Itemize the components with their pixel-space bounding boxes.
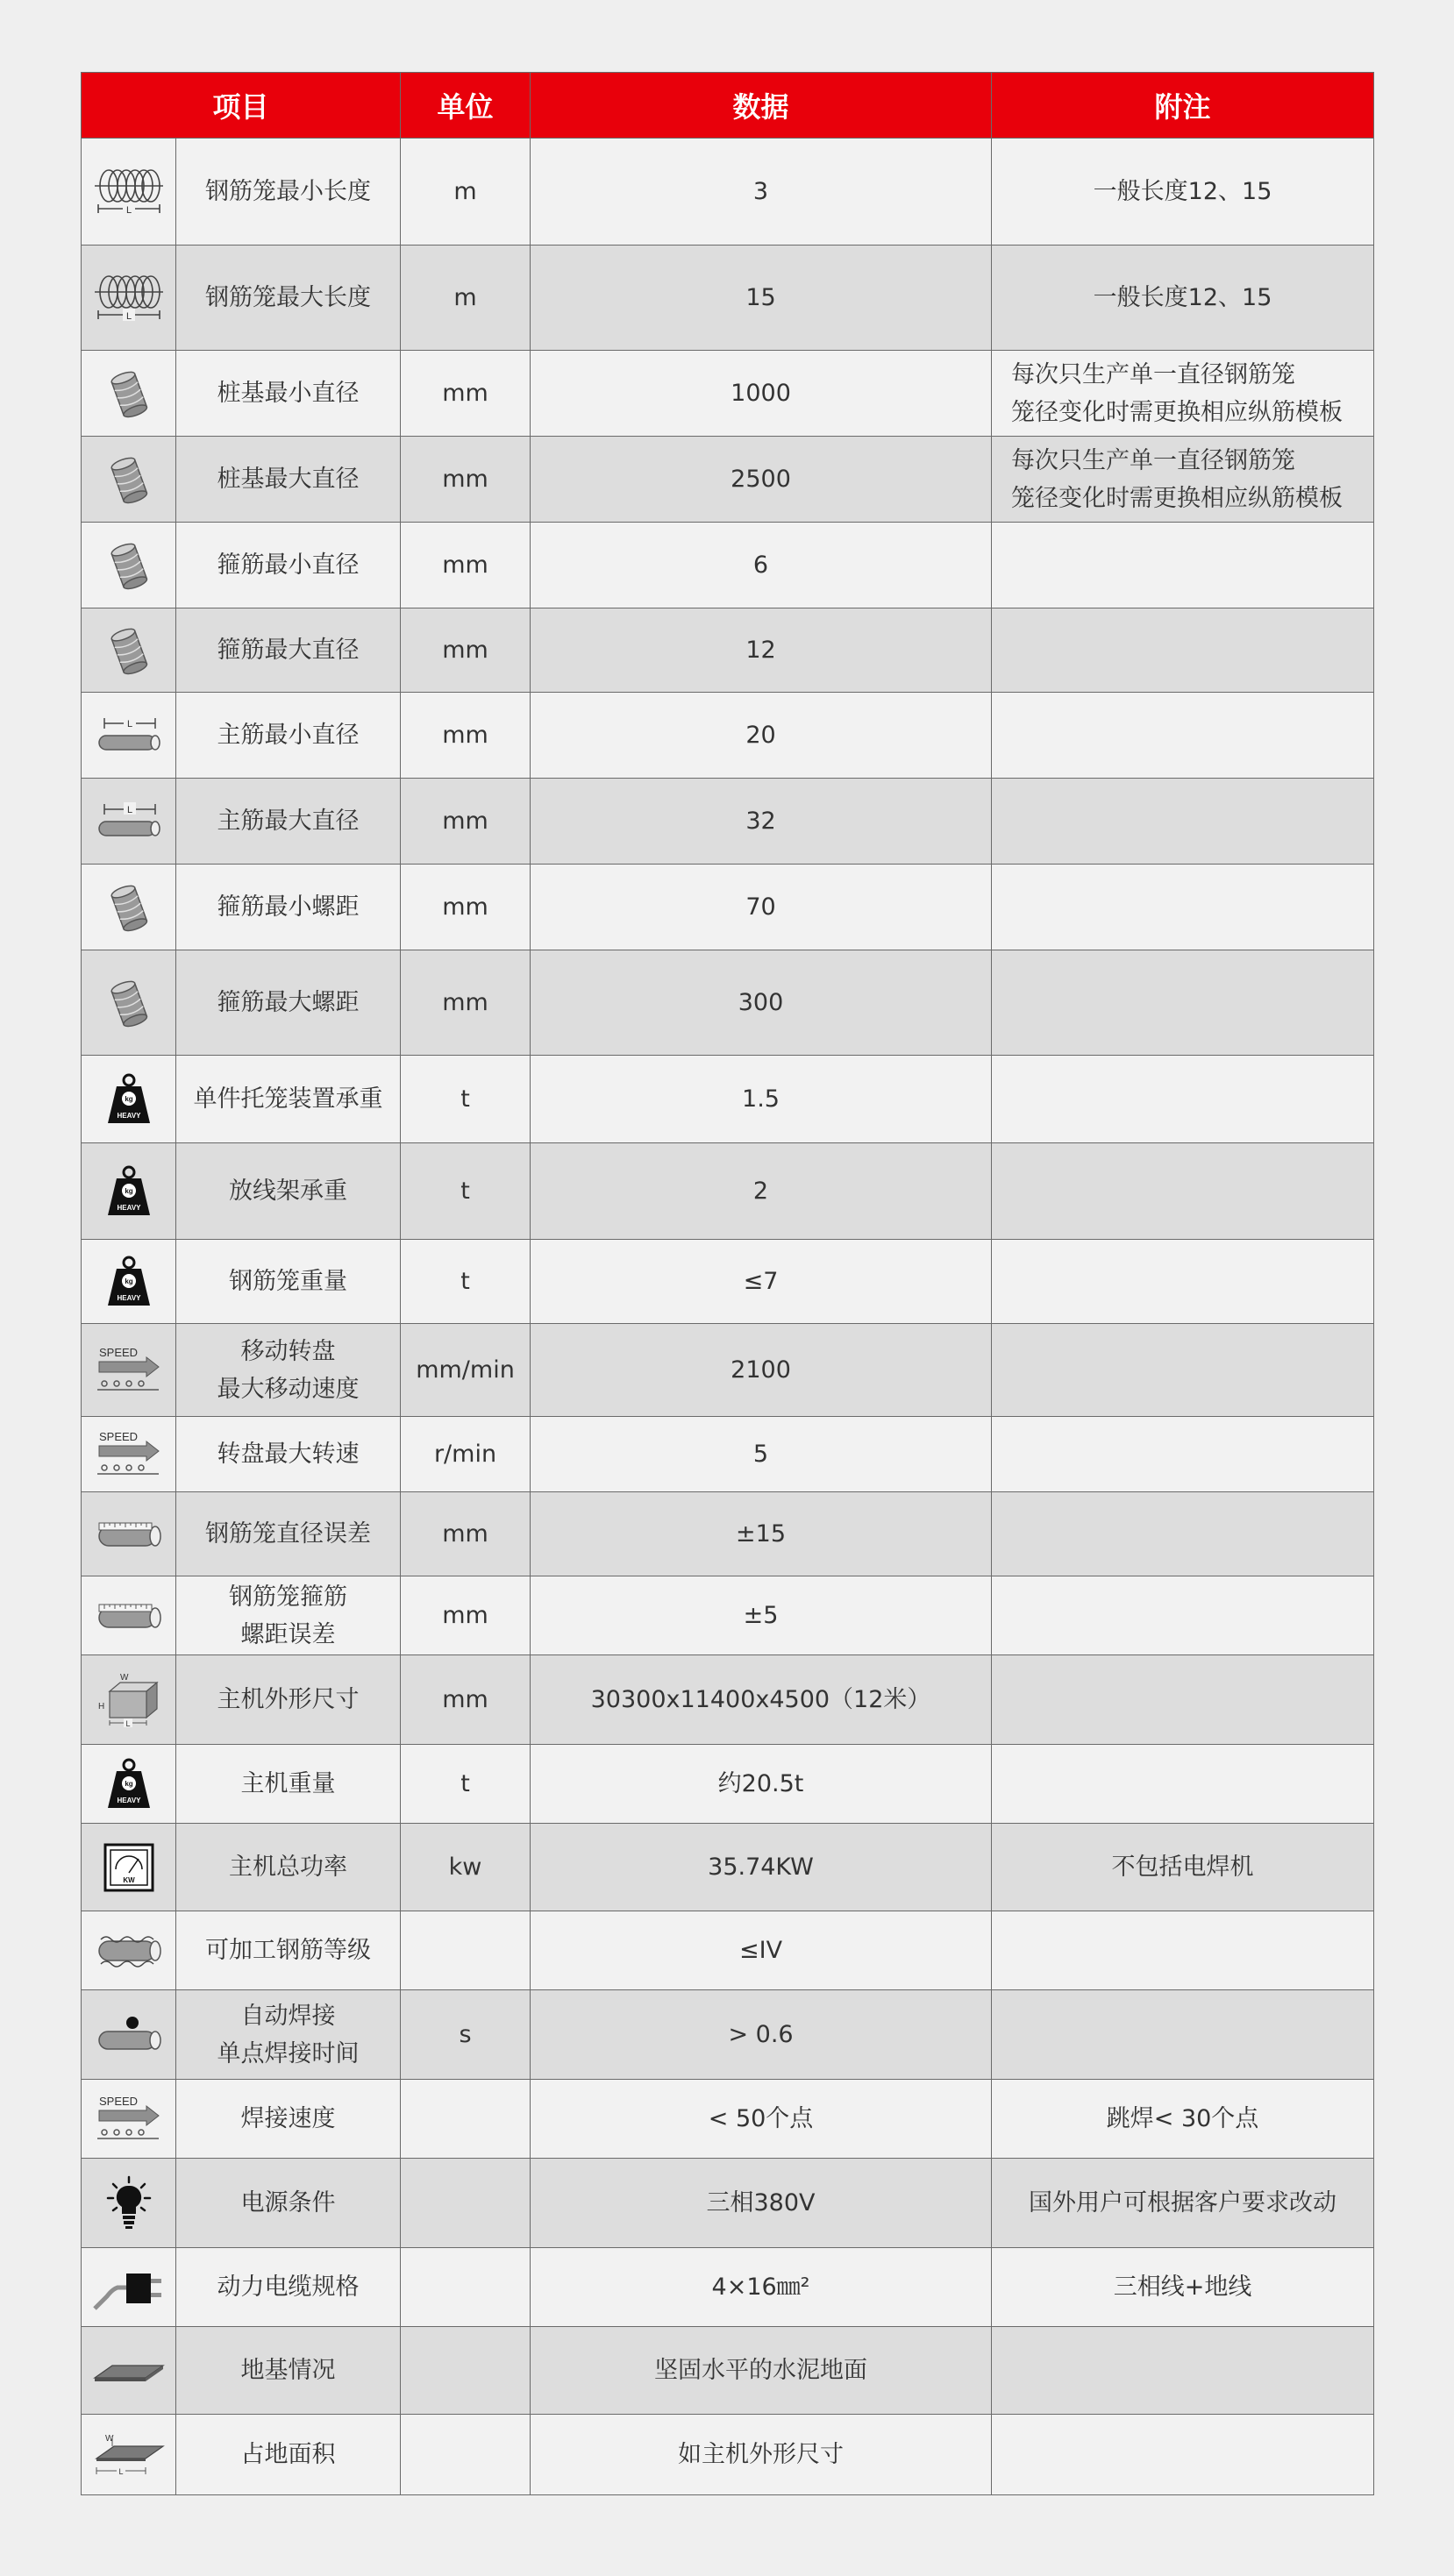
svg-text:SPEED: SPEED bbox=[98, 2094, 138, 2108]
item-unit: m bbox=[401, 246, 531, 351]
item-name-line: 主机总功率 bbox=[229, 1854, 347, 1881]
item-name-line: 钢筋笼重量 bbox=[229, 1268, 347, 1295]
item-note bbox=[992, 2415, 1374, 2495]
item-note-line: 每次只生产单一直径钢筋笼 bbox=[1011, 446, 1296, 474]
item-name-line: 桩基最小直径 bbox=[217, 380, 360, 407]
row-icon-cell bbox=[82, 2159, 176, 2248]
item-note bbox=[992, 1824, 1374, 1911]
item-value: 1.5 bbox=[531, 1056, 992, 1143]
table-row bbox=[82, 779, 1374, 865]
item-value: 30300x11400x4500（12米） bbox=[531, 1655, 992, 1745]
item-note bbox=[992, 2080, 1374, 2159]
svg-text:kg: kg bbox=[124, 1779, 133, 1788]
header-item: 项目 bbox=[82, 73, 401, 139]
item-name bbox=[176, 2248, 401, 2327]
item-name-line: 最大移动速度 bbox=[217, 1375, 360, 1403]
svg-text:L: L bbox=[118, 2466, 124, 2476]
item-unit: mm bbox=[401, 437, 531, 523]
item-note-line: 一般长度12、15 bbox=[1093, 284, 1272, 311]
row-icon-cell bbox=[82, 693, 176, 779]
row-icon-cell bbox=[82, 1824, 176, 1911]
item-unit: mm bbox=[401, 1492, 531, 1576]
item-note bbox=[992, 1324, 1374, 1417]
row-icon-cell bbox=[82, 1655, 176, 1745]
item-name-line: 地基情况 bbox=[240, 2357, 336, 2384]
item-name bbox=[176, 2159, 401, 2248]
item-note-line: 每次只生产单一直径钢筋笼 bbox=[1011, 360, 1296, 388]
table-row bbox=[82, 523, 1374, 608]
svg-text:kg: kg bbox=[124, 1186, 133, 1195]
item-value: 2 bbox=[531, 1143, 992, 1240]
item-value: 2100 bbox=[531, 1324, 992, 1417]
item-value: 如主机外形尺寸 bbox=[531, 2415, 992, 2495]
item-note-line: 国外用户可根据客户要求改动 bbox=[1029, 2189, 1337, 2217]
heavy-weight-icon bbox=[104, 1072, 153, 1127]
item-note-line: 一般长度12、15 bbox=[1093, 178, 1272, 205]
bar-length-icon bbox=[94, 799, 164, 844]
table-row bbox=[82, 1324, 1374, 1417]
item-unit: t bbox=[401, 1745, 531, 1824]
item-unit: mm bbox=[401, 950, 531, 1056]
row-icon-cell bbox=[82, 2248, 176, 2327]
item-name-line: 主机重量 bbox=[240, 1770, 336, 1797]
item-name-line: 移动转盘 bbox=[240, 1337, 336, 1365]
speed-icon bbox=[94, 1344, 164, 1397]
item-note-line: 不包括电焊机 bbox=[1111, 1854, 1254, 1881]
item-name bbox=[176, 1324, 401, 1417]
row-icon-cell bbox=[82, 1576, 176, 1655]
ground-plate-icon bbox=[89, 2353, 168, 2388]
item-name-line: 钢筋笼最大长度 bbox=[205, 284, 371, 311]
item-note bbox=[992, 139, 1374, 246]
item-name-line: 放线架承重 bbox=[229, 1178, 347, 1205]
item-note bbox=[992, 1240, 1374, 1324]
svg-text:H: H bbox=[97, 1701, 104, 1711]
item-unit: mm bbox=[401, 523, 531, 608]
item-name bbox=[176, 1417, 401, 1492]
pile-cylinder-icon bbox=[103, 537, 155, 594]
row-icon-cell bbox=[82, 2415, 176, 2495]
table-row bbox=[82, 950, 1374, 1056]
item-value: 32 bbox=[531, 779, 992, 865]
heavy-weight-icon bbox=[104, 1757, 153, 1811]
item-name bbox=[176, 437, 401, 523]
item-name-line: 单件托笼装置承重 bbox=[193, 1085, 383, 1113]
item-name bbox=[176, 246, 401, 351]
pile-cylinder-icon bbox=[103, 974, 155, 1032]
item-unit: mm/min bbox=[401, 1324, 531, 1417]
table-row bbox=[82, 2248, 1374, 2327]
power-meter-icon bbox=[98, 1839, 160, 1896]
item-name bbox=[176, 1576, 401, 1655]
item-unit: mm bbox=[401, 865, 531, 950]
svg-text:SPEED: SPEED bbox=[98, 1429, 138, 1443]
table-row bbox=[82, 1576, 1374, 1655]
row-icon-cell bbox=[82, 1143, 176, 1240]
item-value: ≤7 bbox=[531, 1240, 992, 1324]
item-note-line: 三相线+地线 bbox=[1113, 2274, 1252, 2301]
table-row bbox=[82, 1417, 1374, 1492]
power-cable-icon bbox=[91, 2261, 167, 2314]
item-name bbox=[176, 1056, 401, 1143]
row-icon-cell bbox=[82, 437, 176, 523]
table-row bbox=[82, 1655, 1374, 1745]
item-unit: mm bbox=[401, 608, 531, 693]
item-name-line: 钢筋笼最小长度 bbox=[205, 178, 371, 205]
coil-cage-icon bbox=[89, 271, 168, 325]
item-name-line: 主机外形尺寸 bbox=[217, 1686, 360, 1713]
item-unit bbox=[401, 2248, 531, 2327]
svg-text:L: L bbox=[125, 204, 132, 216]
row-icon-cell bbox=[82, 1417, 176, 1492]
item-name-line: 转盘最大转速 bbox=[217, 1441, 360, 1468]
row-icon-cell bbox=[82, 608, 176, 693]
item-unit: t bbox=[401, 1143, 531, 1240]
item-note bbox=[992, 865, 1374, 950]
item-name bbox=[176, 1824, 401, 1911]
item-note bbox=[992, 1911, 1374, 1990]
item-note bbox=[992, 1655, 1374, 1745]
item-note bbox=[992, 1576, 1374, 1655]
svg-text:HEAVY: HEAVY bbox=[117, 1293, 140, 1302]
table-row bbox=[82, 2159, 1374, 2248]
item-name bbox=[176, 865, 401, 950]
speed-icon bbox=[94, 2093, 164, 2145]
item-note bbox=[992, 1492, 1374, 1576]
item-unit: mm bbox=[401, 351, 531, 437]
item-value: ≤IV bbox=[531, 1911, 992, 1990]
table-row bbox=[82, 1492, 1374, 1576]
item-note-line: 笼径变化时需更换相应纵筋模板 bbox=[1011, 398, 1344, 426]
item-note-line: 跳焊< 30个点 bbox=[1106, 2105, 1259, 2132]
svg-text:SPEED: SPEED bbox=[98, 1345, 138, 1359]
bar-length-icon bbox=[94, 713, 164, 758]
row-icon-cell bbox=[82, 779, 176, 865]
svg-text:HEAVY: HEAVY bbox=[117, 1796, 140, 1804]
item-name bbox=[176, 2327, 401, 2415]
spec-sheet bbox=[81, 72, 1373, 2495]
item-name-line: 箍筋最小直径 bbox=[217, 551, 360, 579]
item-value: 4×16㎜² bbox=[531, 2248, 992, 2327]
row-icon-cell bbox=[82, 1492, 176, 1576]
item-name-line: 占地面积 bbox=[240, 2441, 336, 2468]
item-note bbox=[992, 2327, 1374, 2415]
item-unit: s bbox=[401, 1990, 531, 2080]
row-icon-cell bbox=[82, 1056, 176, 1143]
item-name-line: 主筋最小直径 bbox=[217, 722, 360, 749]
svg-text:kg: kg bbox=[124, 1094, 133, 1103]
header-note: 附注 bbox=[992, 73, 1374, 139]
item-name-line: 钢筋笼直径误差 bbox=[205, 1520, 371, 1548]
item-value: 1000 bbox=[531, 351, 992, 437]
item-name bbox=[176, 2415, 401, 2495]
item-note bbox=[992, 351, 1374, 437]
pile-cylinder-icon bbox=[103, 622, 155, 680]
ruler-bar-icon bbox=[94, 1514, 164, 1555]
spec-table bbox=[81, 72, 1374, 2495]
item-name bbox=[176, 1990, 401, 2080]
item-name bbox=[176, 2080, 401, 2159]
item-note bbox=[992, 1990, 1374, 2080]
table-row bbox=[82, 1824, 1374, 1911]
table-row bbox=[82, 1745, 1374, 1824]
item-value: 70 bbox=[531, 865, 992, 950]
pile-cylinder-icon bbox=[103, 451, 155, 509]
item-value: 约20.5t bbox=[531, 1745, 992, 1824]
row-icon-cell bbox=[82, 1911, 176, 1990]
weld-point-icon bbox=[94, 2012, 164, 2058]
item-name-line: 单点焊接时间 bbox=[217, 2039, 360, 2067]
item-name bbox=[176, 1655, 401, 1745]
item-value: > 0.6 bbox=[531, 1990, 992, 2080]
ruler-bar-icon bbox=[94, 1596, 164, 1636]
table-header-row bbox=[82, 73, 1374, 139]
light-bulb-icon bbox=[103, 2175, 155, 2231]
pile-cylinder-icon bbox=[103, 879, 155, 936]
box-dimension-icon bbox=[94, 1672, 164, 1728]
table-row bbox=[82, 2080, 1374, 2159]
item-unit bbox=[401, 1911, 531, 1990]
item-value: 2500 bbox=[531, 437, 992, 523]
header-data: 数据 bbox=[531, 73, 992, 139]
item-name-line: 动力电缆规格 bbox=[217, 2274, 360, 2301]
item-name bbox=[176, 693, 401, 779]
item-note bbox=[992, 1745, 1374, 1824]
item-unit bbox=[401, 2080, 531, 2159]
pile-cylinder-icon bbox=[103, 365, 155, 423]
item-unit: r/min bbox=[401, 1417, 531, 1492]
item-name bbox=[176, 1745, 401, 1824]
floor-area-icon bbox=[89, 2429, 168, 2481]
item-note bbox=[992, 2159, 1374, 2248]
item-value: 12 bbox=[531, 608, 992, 693]
item-unit: t bbox=[401, 1056, 531, 1143]
svg-text:W: W bbox=[104, 2433, 113, 2444]
item-value: ±5 bbox=[531, 1576, 992, 1655]
row-icon-cell bbox=[82, 1240, 176, 1324]
item-name-line: 可加工钢筋等级 bbox=[205, 1937, 371, 1964]
item-note bbox=[992, 1417, 1374, 1492]
item-note bbox=[992, 2248, 1374, 2327]
item-unit: mm bbox=[401, 693, 531, 779]
table-row bbox=[82, 351, 1374, 437]
item-note bbox=[992, 608, 1374, 693]
svg-text:L: L bbox=[126, 804, 132, 815]
item-name-line: 箍筋最小螺距 bbox=[217, 893, 360, 921]
table-row bbox=[82, 1990, 1374, 2080]
row-icon-cell bbox=[82, 351, 176, 437]
item-note bbox=[992, 1143, 1374, 1240]
table-row bbox=[82, 1240, 1374, 1324]
svg-text:KW: KW bbox=[122, 1875, 135, 1884]
item-name bbox=[176, 351, 401, 437]
item-unit bbox=[401, 2327, 531, 2415]
table-row bbox=[82, 608, 1374, 693]
item-name bbox=[176, 1911, 401, 1990]
item-value: ±15 bbox=[531, 1492, 992, 1576]
svg-text:L: L bbox=[125, 1719, 131, 1728]
item-note bbox=[992, 1056, 1374, 1143]
item-value: 三相380V bbox=[531, 2159, 992, 2248]
item-name bbox=[176, 139, 401, 246]
table-row bbox=[82, 1911, 1374, 1990]
heavy-weight-icon bbox=[104, 1164, 153, 1219]
item-unit: kw bbox=[401, 1824, 531, 1911]
table-row bbox=[82, 2327, 1374, 2415]
item-name bbox=[176, 1143, 401, 1240]
item-note bbox=[992, 950, 1374, 1056]
item-name-line: 箍筋最大螺距 bbox=[217, 989, 360, 1016]
speed-icon bbox=[94, 1428, 164, 1481]
item-value: 6 bbox=[531, 523, 992, 608]
item-unit: m bbox=[401, 139, 531, 246]
row-icon-cell bbox=[82, 1324, 176, 1417]
table-row bbox=[82, 139, 1374, 246]
row-icon-cell bbox=[82, 523, 176, 608]
item-note bbox=[992, 693, 1374, 779]
item-unit: mm bbox=[401, 1655, 531, 1745]
heavy-weight-icon bbox=[104, 1255, 153, 1309]
row-icon-cell bbox=[82, 139, 176, 246]
item-value: 35.74KW bbox=[531, 1824, 992, 1911]
item-name bbox=[176, 779, 401, 865]
table-row bbox=[82, 437, 1374, 523]
item-name-line: 焊接速度 bbox=[240, 2105, 336, 2132]
item-value: 5 bbox=[531, 1417, 992, 1492]
svg-text:L: L bbox=[126, 718, 132, 729]
item-name-line: 箍筋最大直径 bbox=[217, 637, 360, 664]
table-row bbox=[82, 693, 1374, 779]
item-name bbox=[176, 1492, 401, 1576]
table-row bbox=[82, 2415, 1374, 2495]
coil-cage-icon bbox=[89, 165, 168, 219]
item-note bbox=[992, 523, 1374, 608]
svg-text:W: W bbox=[119, 1672, 128, 1683]
item-name-line: 钢筋笼箍筋 bbox=[229, 1583, 347, 1611]
item-unit bbox=[401, 2159, 531, 2248]
item-name bbox=[176, 1240, 401, 1324]
item-unit: mm bbox=[401, 1576, 531, 1655]
svg-text:HEAVY: HEAVY bbox=[117, 1111, 140, 1120]
item-note-line: 笼径变化时需更换相应纵筋模板 bbox=[1011, 484, 1344, 512]
row-icon-cell bbox=[82, 246, 176, 351]
item-name-line: 主筋最大直径 bbox=[217, 808, 360, 835]
item-value: 15 bbox=[531, 246, 992, 351]
svg-text:HEAVY: HEAVY bbox=[117, 1203, 140, 1212]
item-note bbox=[992, 437, 1374, 523]
table-row bbox=[82, 865, 1374, 950]
row-icon-cell bbox=[82, 2327, 176, 2415]
row-icon-cell bbox=[82, 1745, 176, 1824]
item-unit bbox=[401, 2415, 531, 2495]
rebar-grade-icon bbox=[94, 1931, 164, 1971]
row-icon-cell bbox=[82, 950, 176, 1056]
item-name bbox=[176, 950, 401, 1056]
row-icon-cell bbox=[82, 1990, 176, 2080]
item-name-line: 电源条件 bbox=[240, 2189, 336, 2217]
item-unit: mm bbox=[401, 779, 531, 865]
svg-text:kg: kg bbox=[124, 1277, 133, 1285]
item-unit: t bbox=[401, 1240, 531, 1324]
item-name bbox=[176, 608, 401, 693]
table-row bbox=[82, 1056, 1374, 1143]
item-value: 坚固水平的水泥地面 bbox=[531, 2327, 992, 2415]
svg-text:L: L bbox=[125, 310, 132, 322]
table-row bbox=[82, 246, 1374, 351]
item-name bbox=[176, 523, 401, 608]
item-value: 300 bbox=[531, 950, 992, 1056]
item-name-line: 螺距误差 bbox=[240, 1620, 336, 1648]
item-name-line: 自动焊接 bbox=[240, 2002, 336, 2030]
item-name-line: 桩基最大直径 bbox=[217, 466, 360, 493]
table-row bbox=[82, 1143, 1374, 1240]
row-icon-cell bbox=[82, 2080, 176, 2159]
item-value: 3 bbox=[531, 139, 992, 246]
header-unit: 单位 bbox=[401, 73, 531, 139]
item-value: 20 bbox=[531, 693, 992, 779]
item-note bbox=[992, 246, 1374, 351]
item-value: < 50个点 bbox=[531, 2080, 992, 2159]
item-note bbox=[992, 779, 1374, 865]
row-icon-cell bbox=[82, 865, 176, 950]
